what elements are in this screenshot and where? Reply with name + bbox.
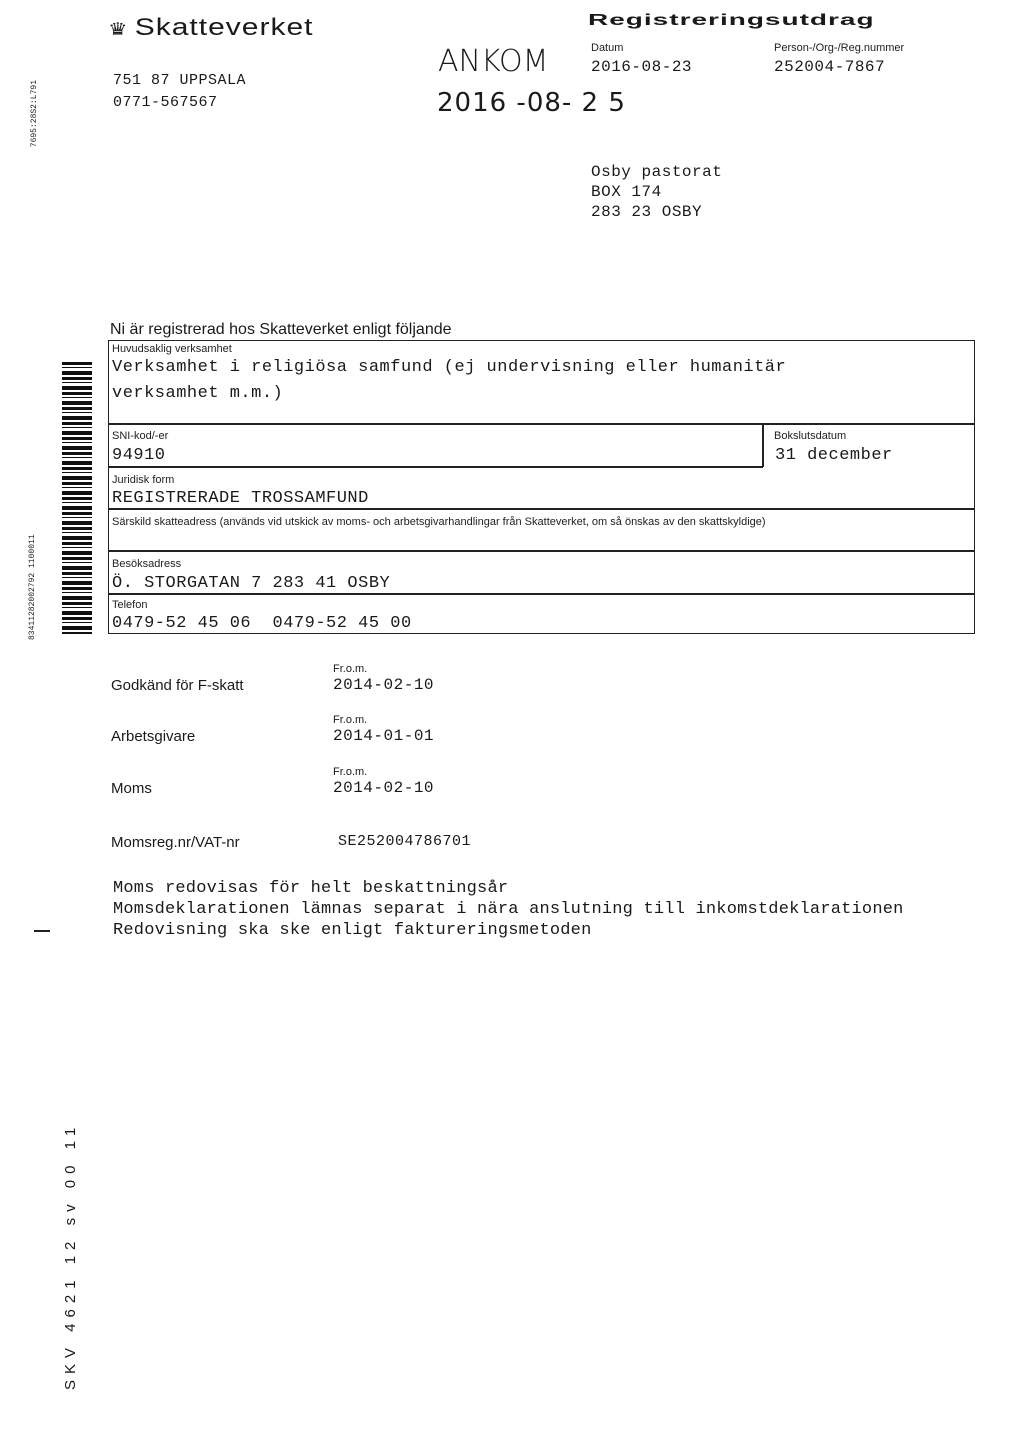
side-code: 7695:28S2:L791 — [30, 80, 39, 148]
crown-icon: ♛ — [108, 18, 129, 39]
recipient-box: BOX 174 — [591, 183, 662, 201]
visit-address-value: Ö. STORGATAN 7 283 41 OSBY — [112, 574, 391, 593]
divider — [108, 508, 975, 510]
divider — [108, 593, 975, 595]
registration-date: 2014-02-10 — [333, 676, 435, 694]
activity-line1: Verksamhet i religiösa samfund (ej undervisning eller humanitär — [112, 358, 787, 377]
form-code: SKV 4621 12 sv 00 11 — [62, 1121, 79, 1390]
recipient-city: 283 23 OSBY — [591, 203, 703, 221]
received-stamp-date: 2016 -08- 2 5 — [437, 88, 626, 118]
divider — [108, 423, 975, 425]
divider — [108, 466, 763, 468]
id-label: Person-/Org-/Reg.nummer — [774, 42, 905, 54]
note-line: Moms redovisas för helt beskattningsår — [113, 879, 509, 898]
registration-label: Godkänd för F-skatt — [111, 677, 244, 694]
agency-logo — [108, 14, 313, 41]
barcode-number: 83411282002792 1100011 — [28, 534, 37, 640]
visit-address-label: Besöksadress — [112, 558, 182, 570]
note-line: Momsdeklarationen lämnas separat i nära anslutning till inkomstdeklarationen — [113, 900, 904, 919]
divider — [108, 550, 975, 552]
date-label: Datum — [591, 42, 624, 54]
received-stamp: ANKOM — [438, 44, 549, 79]
vat-label: Momsreg.nr/VAT-nr — [111, 834, 240, 851]
registration-from-label: Fr.o.m. — [333, 663, 368, 675]
legal-form-label: Juridisk form — [112, 474, 175, 486]
agency-name: Skatteverket — [134, 14, 314, 41]
registration-date: 2014-02-10 — [333, 779, 435, 797]
fiscal-value: 31 december — [775, 446, 893, 465]
sni-label: SNI-kod/-er — [112, 430, 169, 442]
activity-label: Huvudsaklig verksamhet — [112, 343, 232, 355]
registration-label: Moms — [111, 780, 152, 797]
phone-value: 0479-52 45 06 0479-52 45 00 — [112, 614, 412, 633]
registration-date: 2014-01-01 — [333, 727, 435, 745]
divider — [762, 423, 764, 467]
activity-line2: verksamhet m.m.) — [112, 384, 284, 403]
intro-text: Ni är registrerad hos Skatteverket enligt följande — [110, 321, 452, 338]
vat-value: SE252004786701 — [338, 833, 472, 850]
sni-value: 94910 — [112, 446, 166, 465]
id-value: 252004-7867 — [774, 58, 886, 76]
special-address-label: Särskild skatteadress (används vid utskick av moms- och arbetsgivarhandlingar från Skatteverket, om så önskas av den skattskyldige) — [112, 516, 766, 528]
document-title: Registreringsutdrag — [588, 11, 875, 29]
note-line: Redovisning ska ske enligt faktureringsmetoden — [113, 921, 592, 940]
agency-postal: 751 87 UPPSALA — [113, 72, 247, 89]
fiscal-label: Bokslutsdatum — [774, 430, 847, 442]
barcode — [62, 362, 92, 634]
legal-form-value: REGISTRERADE TROSSAMFUND — [112, 489, 369, 508]
margin-mark — [34, 930, 50, 932]
date-value: 2016-08-23 — [591, 58, 693, 76]
agency-phone: 0771-567567 — [113, 94, 218, 111]
registration-label: Arbetsgivare — [111, 728, 196, 745]
phone-label: Telefon — [112, 599, 148, 611]
registration-from-label: Fr.o.m. — [333, 766, 368, 778]
registration-from-label: Fr.o.m. — [333, 714, 368, 726]
recipient-name: Osby pastorat — [591, 163, 723, 181]
